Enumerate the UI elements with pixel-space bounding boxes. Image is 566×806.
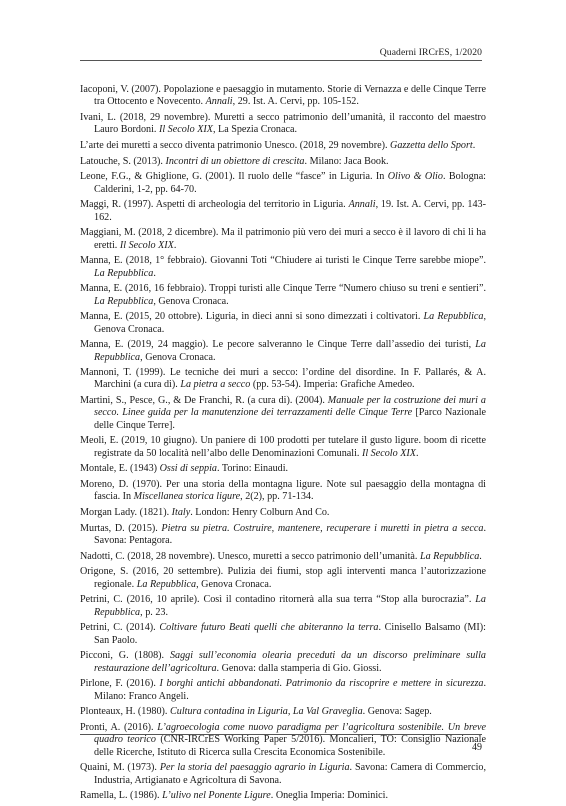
reference-text: Nadotti, C. (2018, 28 novembre). Unesco, muretti a secco patrimonio dell’umanità. (80, 550, 420, 562)
reference-text: . Milano: Jaca Book. (304, 155, 389, 167)
reference-entry (80, 722, 486, 759)
reference-text: Leone, F.G., & Ghiglione, G. (2001). Il ruolo delle “fasce” in Liguria. In (80, 171, 388, 183)
reference-entry (80, 395, 486, 432)
reference-title: Annali (348, 199, 376, 211)
reference-text: Origone, S. (2016, 20 settembre). Pulizia dei fiumi, stop agli interventi manca l’autorizzazione regionale. (80, 566, 486, 590)
reference-title: Per la storia del paesaggio agrario in Liguria (159, 762, 350, 774)
reference-text: Petrini, C. (2014). (80, 622, 160, 634)
reference-title: L’agroecologia come nuovo paradigma per l’agricoltura sostenibile. Un breve quadro teorico (94, 721, 487, 746)
reference-text: Martini, S., Pesce, G., & De Franchi, R. (a cura di). (2004). (80, 395, 328, 407)
reference-entry (80, 594, 486, 619)
reference-text: Manna, E. (2016, 16 febbraio). Troppi turisti alle Cinque Terre “Numero chiuso su treni e sentieri”. (80, 283, 486, 295)
reference-text: , Genova Cronaca. (153, 295, 229, 307)
reference-text: , 19. Ist. A. Cervi, pp. 143-162. (94, 199, 486, 223)
reference-entry (80, 311, 486, 336)
reference-text: [Parco Nazionale delle Cinque Terre]. (94, 407, 486, 431)
reference-text: Moreno, D. (1970). Per una storia della montagna ligure. Note sul paesaggio della montagna di fascia. In (80, 479, 486, 503)
reference-title: La Repubblica (94, 295, 154, 307)
reference-text: Manna, E. (2018, 1° febbraio). Giovanni Toti “Chiudere ai turisti le Cinque Terre sarebbe miope”. (80, 255, 486, 267)
reference-entry (80, 706, 486, 718)
reference-text: Murtas, D. (2015). (80, 522, 162, 534)
reference-title: Incontri di un obiettore di crescita (165, 155, 305, 167)
reference-title: Pietra su pietra. Costruire, mantenere, recuperare i muretti in pietra a secca (161, 522, 484, 534)
reference-entry (80, 790, 486, 802)
reference-entry (80, 199, 486, 224)
reference-text: . Torino: Einaudi. (216, 463, 289, 475)
reference-title: Miscellanea storica ligure (133, 491, 241, 503)
reference-entry (80, 367, 486, 392)
reference-title: La Repubblica (94, 339, 486, 363)
reference-title: Ossi di seppia (159, 463, 217, 475)
reference-text: Manna, E. (2015, 20 ottobre). Liguria, in dieci anni si sono dimezzati i coltivatori. (80, 311, 424, 323)
reference-title: La Repubblica (423, 311, 484, 323)
reference-title: Il Secolo XIX (361, 447, 416, 459)
reference-entry (80, 551, 486, 563)
reference-title: Coltivare futuro Beati quelli che abiteranno la terra (159, 622, 379, 634)
reference-text: , 2(2), pp. 71-134. (240, 491, 314, 503)
reference-text: Picconi, G. (1808). (80, 650, 170, 662)
reference-entry (80, 523, 486, 548)
reference-entry (80, 479, 486, 504)
reference-text: . (173, 239, 177, 251)
reference-entry (80, 678, 486, 703)
reference-text: Morgan Lady. (1821). (80, 507, 172, 519)
reference-text: Ivani, L. (2018, 29 novembre). Muretti a secco patrimonio dell’umanità, il racconto del maestro Lauro Bordoni. (80, 111, 486, 136)
reference-title: L’ulivo nel Ponente Ligure (162, 790, 271, 802)
reference-text: Manna, E. (2019, 24 maggio). Le pecore salveranno le Cinque Terre dall’assedio dei turisti, (80, 339, 476, 351)
reference-entry (80, 566, 486, 591)
reference-text: Meoli, E. (2019, 10 giugno). Un paniere di 100 prodotti per tutelare il gusto ligure. boom di ricette registrate da 50 località nell’albo delle Denominazioni Comunali. (80, 435, 486, 459)
reference-text: Maggiani, M. (2018, 2 dicembre). Ma il patrimonio più vero dei muri a secco è il lavoro di chi li ha eretti. (80, 227, 486, 251)
reference-entry (80, 171, 486, 196)
reference-text: . (415, 447, 419, 459)
running-header: Quaderni IRCrES, 1/2020 (379, 47, 482, 58)
reference-title: La Repubblica (419, 550, 480, 562)
reference-text: . London: Henry Colburn And Co. (190, 507, 330, 519)
reference-text: . Genova: Sagep. (362, 706, 432, 718)
reference-entry (80, 507, 486, 519)
reference-text: Quaini, M. (1973). (80, 762, 160, 774)
reference-text: Plonteaux, H. (1980). (80, 706, 170, 718)
reference-text: Latouche, S. (2013). (80, 155, 166, 167)
reference-title: Saggi sull’economia olearia preceduti da un discorso preliminare sulla restaurazione dell’agricoltura (94, 650, 486, 674)
reference-text: . Savona: Pentagora. (94, 522, 486, 547)
reference-text: , 29. Ist. A. Cervi, pp. 105-152. (232, 96, 359, 108)
reference-entry (80, 650, 486, 675)
reference-text: . Cinisello Balsamo (MI): San Paolo. (94, 622, 486, 646)
reference-title: Olivo & Olio (387, 171, 443, 183)
reference-text: . Milano: Franco Angeli. (94, 678, 486, 702)
reference-text: . Oneglia Imperia: Dominici. (270, 790, 388, 802)
header-rule (80, 60, 482, 61)
reference-text: Ramella, L. (1986). (80, 790, 163, 802)
reference-entry (80, 112, 486, 137)
reference-entry (80, 762, 486, 787)
reference-list (80, 84, 486, 806)
reference-title: Il Secolo XIX (119, 239, 174, 251)
reference-title: Manuale per la costruzione dei muri a secco. Linee guida per la manutenzione dei terrazzamenti delle Cinque Terre (94, 395, 486, 419)
reference-text: . Bologna: Calderini, 1-2, pp. 64-70. (94, 171, 486, 195)
reference-text: Pirlone, F. (2016). (80, 678, 160, 690)
reference-text: , La Spezia Cronaca. (212, 124, 298, 136)
reference-text: , Genova Cronaca. (94, 311, 486, 335)
reference-text: (pp. 53-54). Imperia: Grafiche Amedeo. (250, 379, 415, 391)
reference-entry (80, 227, 486, 252)
reference-title: La Repubblica (94, 267, 154, 279)
reference-text: Montale, E. (1943) (80, 463, 160, 475)
reference-text: L’arte dei muretti a secco diventa patrimonio Unesco. (2018, 29 novembre). (80, 139, 391, 151)
reference-text: Iacoponi, V. (2007). Popolazione e paesaggio in mutamento. Storie di Vernazza e delle Cinque Terre tra Ottocento e Novecento. (80, 84, 486, 108)
reference-title: Cultura contadina in Liguria, La Val Graveglia (170, 706, 363, 718)
reference-entry (80, 435, 486, 460)
reference-text: , Genova Cronaca. (140, 351, 216, 363)
page-number: 49 (472, 742, 482, 753)
reference-text: . (153, 267, 156, 279)
reference-entry (80, 339, 486, 364)
reference-text: Pronti, A. (2016). (80, 721, 158, 733)
reference-title: La Repubblica (94, 594, 486, 618)
reference-entry (80, 255, 486, 280)
footer-rule (80, 734, 482, 735)
reference-text: , Genova Cronaca. (196, 578, 272, 590)
reference-title: La pietra a secco (180, 379, 251, 391)
reference-entry (80, 140, 486, 152)
reference-entry (80, 84, 486, 109)
reference-text: . (479, 550, 482, 562)
reference-text: . Savona: Camera di Commercio, Industria, Artigianato e Agricoltura di Savona. (94, 762, 487, 786)
reference-title: La Repubblica (136, 578, 197, 590)
reference-title: Italy (171, 507, 191, 519)
reference-title: Annali (205, 96, 233, 108)
reference-entry (80, 283, 486, 308)
reference-title: I borghi antichi abbandonati. Patrimonio da riscoprire e mettere in sicurezza (159, 678, 484, 690)
reference-entry (80, 622, 486, 647)
reference-text: Petrini, C. (2016, 10 aprile). Così il contadino ritornerà alla sua terra “Stop alla burocrazia”. (80, 594, 476, 606)
reference-entry (80, 463, 486, 475)
reference-entry (80, 156, 486, 168)
reference-title: Il Secolo XIX (158, 124, 213, 136)
reference-text: , p. 23. (140, 606, 168, 618)
reference-title: Gazzetta dello Sport (390, 139, 473, 151)
reference-text: . Genova: dalla stamperia di Gio. Giossi. (216, 662, 382, 674)
reference-text: Mannoni, T. (1999). Le tecniche dei muri a secco: l’ordine del disordine. In F. Pallarés, & A. Marchini (a cura di). (80, 367, 486, 391)
reference-text: (CNR-IRCrES Working Paper 5/2016). Moncalieri, TO: Consiglio Nazionale delle Ricerche, Istituto di Ricerca sulla Crescita Economica Sostenibile. (94, 734, 486, 758)
reference-text: Maggi, R. (1997). Aspetti di archeologia del territorio in Liguria. (80, 199, 349, 211)
reference-text: . (472, 139, 476, 151)
